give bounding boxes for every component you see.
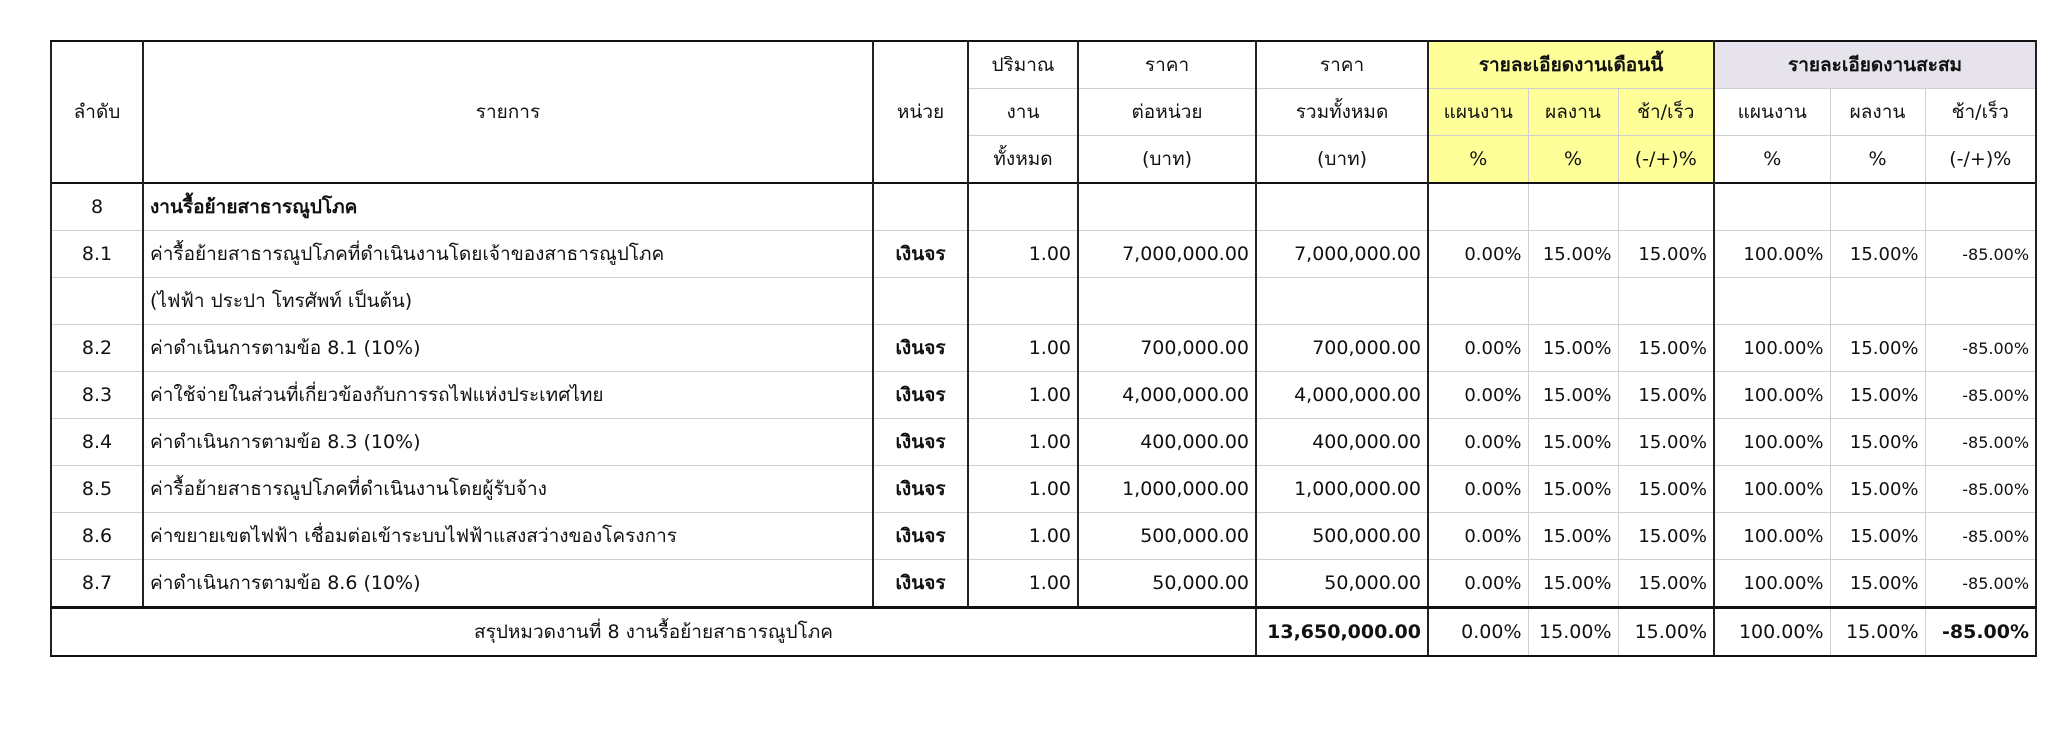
item-unit: เงินจร [873,560,968,608]
month-result-pct: % [1528,136,1618,184]
month-plan-pct: % [1428,136,1528,184]
col-total-price-header-2: รวมทั้งหมด [1256,89,1428,136]
item-description: ค่าขยายเขตไฟฟ้า เชื่อมต่อเข้าระบบไฟฟ้าแสงสว่างของโครงการ [143,513,873,560]
item-month-plan: 0.00% [1428,231,1528,278]
section-title: งานรื้อย้ายสาธารณูปโภค [143,183,873,231]
cum-diff-header: ช้า/เร็ว [1925,89,2036,136]
item-unit-price [1078,278,1256,325]
item-month-result [1528,278,1618,325]
section-row [51,183,2036,231]
item-quantity: 1.00 [968,419,1078,466]
item-month-diff: 15.00% [1618,372,1714,419]
table-row [51,513,2036,560]
item-description: ค่าดำเนินการตามข้อ 8.6 (10%) [143,560,873,608]
item-month-diff: 15.00% [1618,560,1714,608]
col-total-price-header-3: (บาท) [1256,136,1428,184]
item-cum-diff: -85.00% [1925,513,2036,560]
item-unit-price: 500,000.00 [1078,513,1256,560]
item-cum-diff: -85.00% [1925,419,2036,466]
item-quantity: 1.00 [968,372,1078,419]
item-description: ค่ารื้อย้ายสาธารณูปโภคที่ดำเนินงานโดยผู้รับจ้าง [143,466,873,513]
progress-table [50,40,2037,657]
col-unit-price-header-1: ราคา [1078,41,1256,89]
item-cum-result: 15.00% [1830,419,1925,466]
summary-cum-plan: 100.00% [1714,608,1830,657]
item-cum-plan: 100.00% [1714,372,1830,419]
item-month-plan: 0.00% [1428,466,1528,513]
table-row [51,372,2036,419]
item-cum-result [1830,278,1925,325]
item-quantity: 1.00 [968,231,1078,278]
item-quantity: 1.00 [968,466,1078,513]
item-cum-result: 15.00% [1830,466,1925,513]
item-description: ค่าดำเนินการตามข้อ 8.1 (10%) [143,325,873,372]
item-cum-result: 15.00% [1830,560,1925,608]
item-cum-result: 15.00% [1830,231,1925,278]
item-cum-result: 15.00% [1830,372,1925,419]
summary-cum-result: 15.00% [1830,608,1925,657]
item-month-result: 15.00% [1528,466,1618,513]
item-number: 8.7 [51,560,143,608]
table-row [51,560,2036,608]
item-month-diff: 15.00% [1618,513,1714,560]
item-month-diff: 15.00% [1618,419,1714,466]
col-unit-price-header-2: ต่อหน่วย [1078,89,1256,136]
item-cum-diff: -85.00% [1925,231,2036,278]
summary-month-diff: 15.00% [1618,608,1714,657]
item-total-price: 700,000.00 [1256,325,1428,372]
summary-label: สรุปหมวดงานที่ 8 งานรื้อย้ายสาธารณูปโภค [51,608,1256,657]
item-cum-plan: 100.00% [1714,419,1830,466]
table-row [51,466,2036,513]
item-month-plan: 0.00% [1428,419,1528,466]
item-unit-price: 7,000,000.00 [1078,231,1256,278]
item-total-price [1256,278,1428,325]
cum-plan-pct: % [1714,136,1830,184]
col-unit-price-header-3: (บาท) [1078,136,1256,184]
item-month-diff [1618,278,1714,325]
item-month-diff: 15.00% [1618,325,1714,372]
item-cum-diff: -85.00% [1925,325,2036,372]
summary-row [51,608,2036,657]
summary-total: 13,650,000.00 [1256,608,1428,657]
item-number: 8.1 [51,231,143,278]
month-diff-pct: (-/+)% [1618,136,1714,184]
item-unit: เงินจร [873,466,968,513]
item-number: 8.4 [51,419,143,466]
item-number: 8.5 [51,466,143,513]
col-order-header: ลำดับ [51,41,143,183]
item-month-result: 15.00% [1528,325,1618,372]
item-unit-price: 400,000.00 [1078,419,1256,466]
summary-month-result: 15.00% [1528,608,1618,657]
item-total-price: 4,000,000.00 [1256,372,1428,419]
section-number: 8 [51,183,143,231]
col-total-price-header-1: ราคา [1256,41,1428,89]
table-row [51,325,2036,372]
item-total-price: 1,000,000.00 [1256,466,1428,513]
item-month-result: 15.00% [1528,513,1618,560]
item-unit: เงินจร [873,419,968,466]
item-total-price: 50,000.00 [1256,560,1428,608]
item-cum-diff: -85.00% [1925,560,2036,608]
item-unit-price: 1,000,000.00 [1078,466,1256,513]
month-result-header: ผลงาน [1528,89,1618,136]
item-month-result: 15.00% [1528,231,1618,278]
item-cum-plan: 100.00% [1714,560,1830,608]
item-unit: เงินจร [873,231,968,278]
item-month-result: 15.00% [1528,560,1618,608]
item-cum-result: 15.00% [1830,325,1925,372]
item-cum-diff: -85.00% [1925,372,2036,419]
table-row [51,419,2036,466]
cum-result-header: ผลงาน [1830,89,1925,136]
cum-result-pct: % [1830,136,1925,184]
summary-month-plan: 0.00% [1428,608,1528,657]
item-unit: เงินจร [873,372,968,419]
item-cum-diff [1925,278,2036,325]
item-cum-result: 15.00% [1830,513,1925,560]
item-unit-price: 50,000.00 [1078,560,1256,608]
item-description: ค่ารื้อย้ายสาธารณูปโภคที่ดำเนินงานโดยเจ้าของสาธารณูปโภค [143,231,873,278]
item-month-diff: 15.00% [1618,466,1714,513]
month-plan-header: แผนงาน [1428,89,1528,136]
col-unit-header: หน่วย [873,41,968,183]
item-number: 8.3 [51,372,143,419]
item-total-price: 7,000,000.00 [1256,231,1428,278]
item-quantity: 1.00 [968,560,1078,608]
col-qty-header-3: ทั้งหมด [968,136,1078,184]
item-month-plan: 0.00% [1428,513,1528,560]
month-group-header: รายละเอียดงานเดือนนี้ [1428,41,1714,89]
item-cum-plan [1714,278,1830,325]
cumulative-group-header: รายละเอียดงานสะสม [1714,41,2036,89]
item-quantity [968,278,1078,325]
item-description: (ไฟฟ้า ประปา โทรศัพท์ เป็นต้น) [143,278,873,325]
item-quantity: 1.00 [968,513,1078,560]
item-number: 8.6 [51,513,143,560]
item-month-diff: 15.00% [1618,231,1714,278]
table-row [51,278,2036,325]
col-qty-header-1: ปริมาณ [968,41,1078,89]
item-cum-diff: -85.00% [1925,466,2036,513]
header-row-1 [51,41,2036,89]
col-item-header: รายการ [143,41,873,183]
item-unit: เงินจร [873,325,968,372]
cum-diff-pct: (-/+)% [1925,136,2036,184]
item-month-plan [1428,278,1528,325]
summary-cum-diff: -85.00% [1925,608,2036,657]
item-number: 8.2 [51,325,143,372]
month-diff-header: ช้า/เร็ว [1618,89,1714,136]
item-unit-price: 4,000,000.00 [1078,372,1256,419]
item-unit-price: 700,000.00 [1078,325,1256,372]
item-number [51,278,143,325]
table-row [51,231,2036,278]
cum-plan-header: แผนงาน [1714,89,1830,136]
col-qty-header-2: งาน [968,89,1078,136]
item-cum-plan: 100.00% [1714,513,1830,560]
item-unit [873,278,968,325]
item-month-plan: 0.00% [1428,560,1528,608]
item-cum-plan: 100.00% [1714,466,1830,513]
item-total-price: 500,000.00 [1256,513,1428,560]
item-total-price: 400,000.00 [1256,419,1428,466]
item-unit: เงินจร [873,513,968,560]
item-cum-plan: 100.00% [1714,325,1830,372]
item-month-plan: 0.00% [1428,325,1528,372]
item-quantity: 1.00 [968,325,1078,372]
item-description: ค่าใช้จ่ายในส่วนที่เกี่ยวข้องกับการรถไฟแห่งประเทศไทย [143,372,873,419]
item-cum-plan: 100.00% [1714,231,1830,278]
item-month-result: 15.00% [1528,419,1618,466]
item-month-plan: 0.00% [1428,372,1528,419]
item-month-result: 15.00% [1528,372,1618,419]
item-description: ค่าดำเนินการตามข้อ 8.3 (10%) [143,419,873,466]
